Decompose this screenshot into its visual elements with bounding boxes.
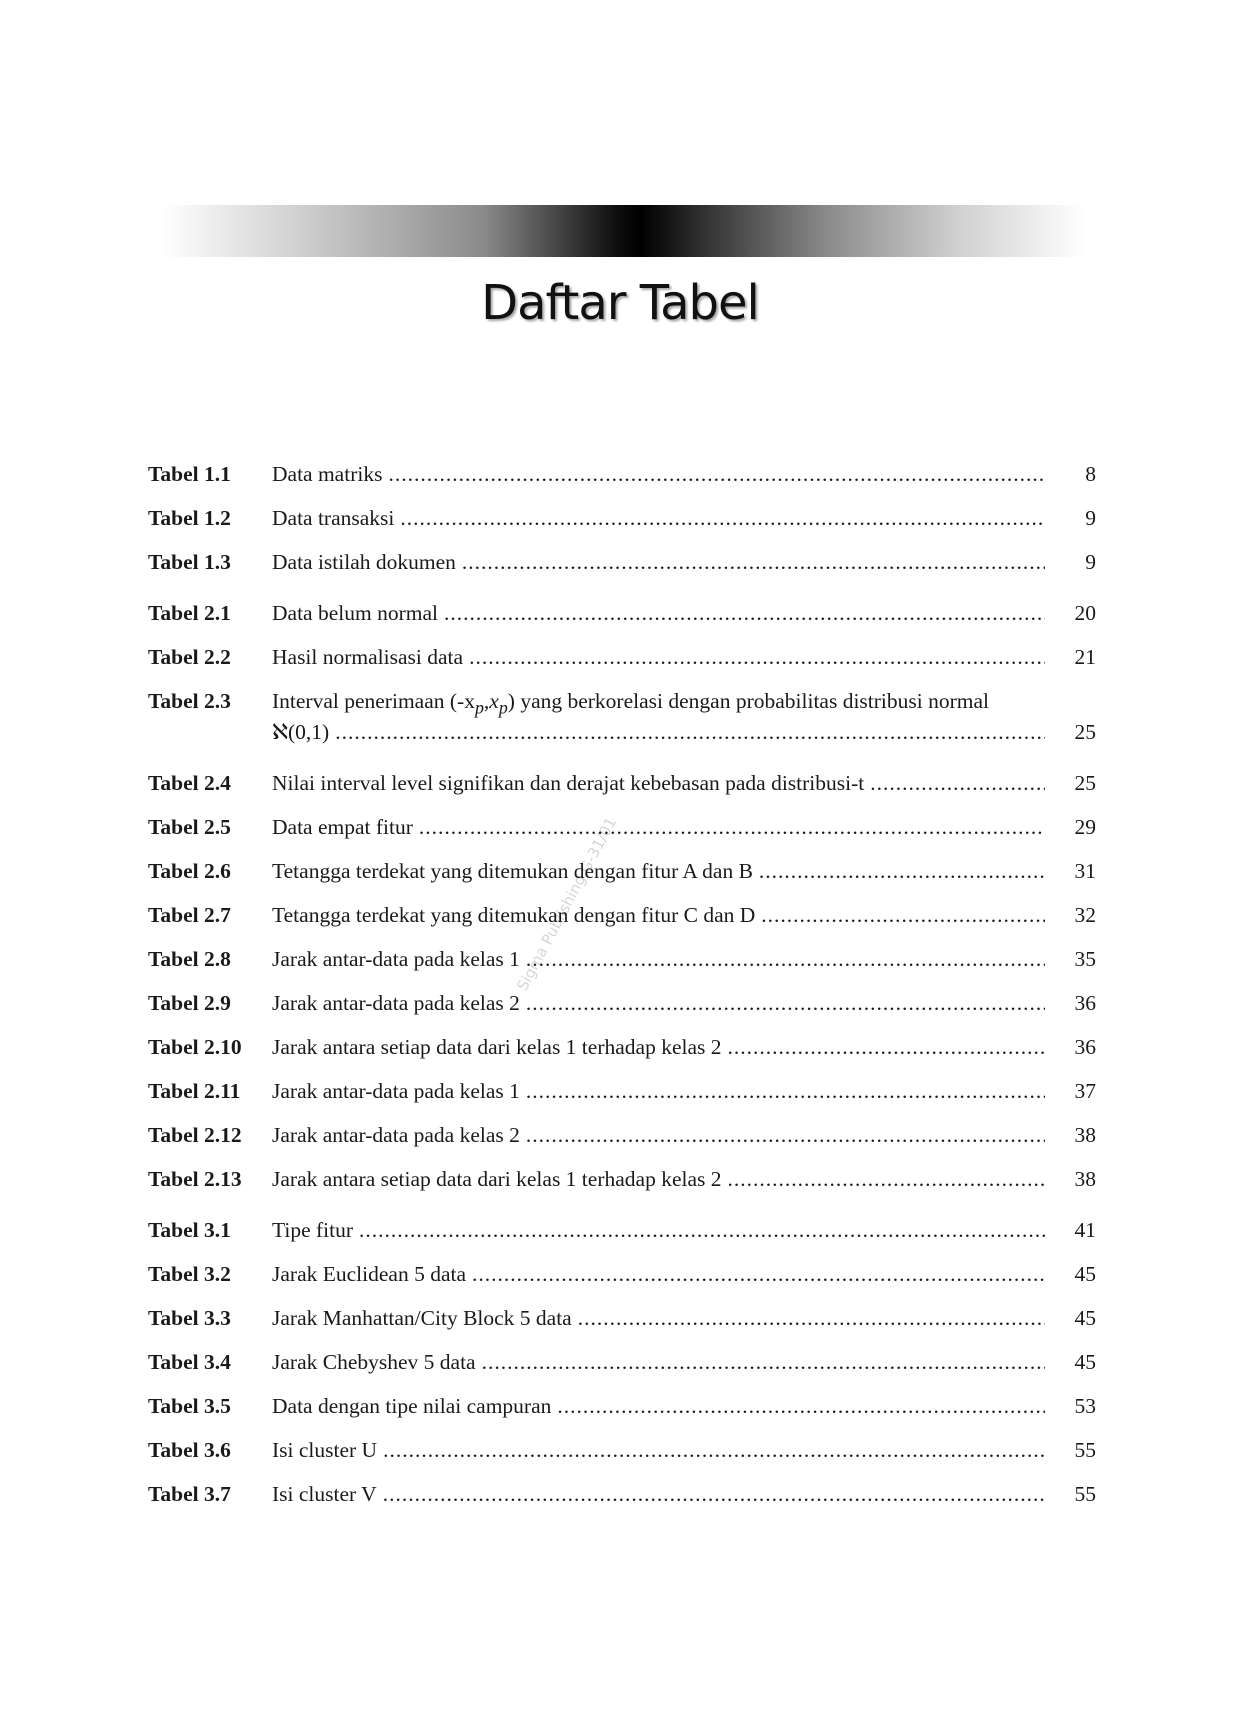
dot-leader bbox=[359, 1218, 1045, 1243]
entry-label: Tabel 2.4 bbox=[148, 771, 231, 795]
entry-label: Tabel 2.2 bbox=[148, 645, 231, 669]
watermark: Sigma Publishing G-31/01 bbox=[513, 814, 621, 994]
entry-title: Jarak antar-data pada kelas 1 bbox=[272, 1079, 520, 1103]
page-title: Daftar Tabel bbox=[481, 275, 759, 331]
toc-entry[interactable] bbox=[148, 899, 1098, 943]
entry-label: Tabel 1.3 bbox=[148, 550, 231, 574]
entry-label: Tabel 2.9 bbox=[148, 991, 231, 1015]
entry-label: Tabel 2.8 bbox=[148, 947, 231, 971]
entry-page: 35 bbox=[1074, 947, 1096, 971]
entry-label: Tabel 2.6 bbox=[148, 859, 231, 883]
entry-page: 9 bbox=[1085, 506, 1096, 530]
entry-label: Tabel 3.2 bbox=[148, 1262, 231, 1286]
entry-label: Tabel 2.12 bbox=[148, 1123, 242, 1147]
dot-leader bbox=[472, 1262, 1045, 1287]
toc-entry[interactable] bbox=[148, 943, 1098, 987]
entry-title: Isi cluster U bbox=[272, 1438, 378, 1462]
entry-page: 37 bbox=[1074, 1079, 1096, 1103]
entry-title: Jarak Manhattan/City Block 5 data bbox=[272, 1306, 572, 1330]
toc-entry[interactable] bbox=[148, 1302, 1098, 1346]
entry-title: Isi cluster V bbox=[272, 1482, 377, 1506]
toc-entry[interactable] bbox=[148, 767, 1098, 811]
entry-label: Tabel 1.1 bbox=[148, 462, 231, 486]
entry-page: 53 bbox=[1074, 1394, 1096, 1418]
entry-page: 55 bbox=[1074, 1482, 1096, 1506]
entry-page: 55 bbox=[1074, 1438, 1096, 1462]
entry-title: Jarak antar-data pada kelas 2 bbox=[272, 991, 520, 1015]
entry-page: 9 bbox=[1085, 550, 1096, 574]
entry-title: Nilai interval level signifikan dan derajat kebebasan pada distribusi-t bbox=[272, 771, 865, 795]
dot-leader bbox=[526, 1079, 1045, 1104]
entry-page: 25 bbox=[1074, 720, 1096, 744]
entry-page: 38 bbox=[1074, 1167, 1096, 1191]
dot-leader bbox=[557, 1394, 1045, 1419]
dot-leader bbox=[462, 550, 1045, 575]
entry-title: Data empat fitur bbox=[272, 815, 413, 839]
entry-page: 25 bbox=[1074, 771, 1096, 795]
toc-entry[interactable] bbox=[148, 597, 1098, 641]
entry-page: 36 bbox=[1074, 991, 1096, 1015]
entry-page: 20 bbox=[1074, 601, 1096, 625]
toc-entry[interactable] bbox=[148, 1214, 1098, 1258]
entry-title-continued: ℵ(0,1) bbox=[272, 720, 330, 744]
entry-title: Interval penerimaan $(-x_p,x_p)$ yang berkorelasi dengan probabilitas distribusi normal bbox=[272, 689, 990, 718]
entry-title: Data istilah dokumen bbox=[272, 550, 456, 574]
entry-title: Jarak Euclidean 5 data bbox=[272, 1262, 467, 1286]
toc-entry[interactable] bbox=[148, 641, 1098, 685]
dot-leader bbox=[526, 1123, 1045, 1148]
header-gradient-bar bbox=[160, 205, 1085, 257]
entry-label: Tabel 1.2 bbox=[148, 506, 231, 530]
dot-leader bbox=[383, 1438, 1045, 1463]
entry-title: Data transaksi bbox=[272, 506, 395, 530]
toc-entry[interactable] bbox=[148, 546, 1098, 590]
entry-title: Hasil normalisasi data bbox=[272, 645, 464, 669]
entry-label: Tabel 2.11 bbox=[148, 1079, 241, 1103]
dot-leader bbox=[383, 1482, 1045, 1507]
toc-entry[interactable] bbox=[148, 1119, 1098, 1163]
entry-page: 45 bbox=[1074, 1350, 1096, 1374]
toc-entry[interactable] bbox=[148, 1434, 1098, 1478]
toc-entry[interactable] bbox=[148, 458, 1098, 502]
entry-label: Tabel 3.5 bbox=[148, 1394, 231, 1418]
dot-leader bbox=[526, 991, 1045, 1016]
toc-entry[interactable] bbox=[148, 502, 1098, 546]
toc-entry[interactable] bbox=[148, 987, 1098, 1031]
entry-page: 38 bbox=[1074, 1123, 1096, 1147]
entry-page: 8 bbox=[1085, 462, 1096, 486]
toc-entry[interactable] bbox=[148, 811, 1098, 855]
dot-leader bbox=[578, 1306, 1045, 1331]
entry-label: Tabel 3.6 bbox=[148, 1438, 231, 1462]
entry-title: Tetangga terdekat yang ditemukan dengan fitur A dan B bbox=[272, 859, 753, 883]
entry-label: Tabel 2.3 bbox=[148, 689, 231, 713]
dot-leader bbox=[482, 1350, 1045, 1375]
entry-label: Tabel 2.7 bbox=[148, 903, 231, 927]
dot-leader bbox=[728, 1035, 1046, 1060]
entry-title: Tetangga terdekat yang ditemukan dengan fitur C dan D bbox=[272, 903, 756, 927]
dot-leader bbox=[728, 1167, 1046, 1192]
toc-entry[interactable] bbox=[148, 1258, 1098, 1302]
dot-leader bbox=[419, 815, 1045, 840]
entry-page: 45 bbox=[1074, 1262, 1096, 1286]
entry-label: Tabel 3.1 bbox=[148, 1218, 231, 1242]
dot-leader bbox=[526, 947, 1045, 972]
dot-leader bbox=[469, 645, 1045, 670]
entry-page: 32 bbox=[1074, 903, 1096, 927]
entry-label: Tabel 2.13 bbox=[148, 1167, 242, 1191]
entry-title: Jarak antar-data pada kelas 2 bbox=[272, 1123, 520, 1147]
entry-label: Tabel 2.5 bbox=[148, 815, 231, 839]
entry-title: Data matriks bbox=[272, 462, 383, 486]
dot-leader bbox=[761, 903, 1045, 928]
toc-entry[interactable] bbox=[148, 1346, 1098, 1390]
entry-title: Jarak antara setiap data dari kelas 1 terhadap kelas 2 bbox=[272, 1167, 722, 1191]
dot-leader bbox=[400, 506, 1045, 531]
entry-label: Tabel 3.4 bbox=[148, 1350, 231, 1374]
dot-leader bbox=[388, 462, 1045, 487]
toc-entry[interactable] bbox=[148, 1031, 1098, 1075]
entry-page: 31 bbox=[1074, 859, 1096, 883]
entry-page: 41 bbox=[1074, 1218, 1096, 1242]
entry-title: Jarak antar-data pada kelas 1 bbox=[272, 947, 520, 971]
entry-label: Tabel 3.7 bbox=[148, 1482, 231, 1506]
toc-entry[interactable] bbox=[148, 1478, 1098, 1522]
dot-leader bbox=[444, 601, 1045, 626]
dot-leader bbox=[870, 771, 1045, 796]
entry-title: Tipe fitur bbox=[272, 1218, 354, 1242]
table-list bbox=[148, 458, 1098, 1522]
entry-label: Tabel 2.1 bbox=[148, 601, 231, 625]
entry-title: Jarak Chebyshev 5 data bbox=[272, 1350, 476, 1374]
entry-title: Data dengan tipe nilai campuran bbox=[272, 1394, 552, 1418]
entry-title: Jarak antara setiap data dari kelas 1 terhadap kelas 2 bbox=[272, 1035, 722, 1059]
dot-leader bbox=[335, 720, 1045, 745]
entry-page: 36 bbox=[1074, 1035, 1096, 1059]
toc-entry[interactable] bbox=[148, 1163, 1098, 1207]
toc-entry[interactable] bbox=[148, 855, 1098, 899]
toc-entry[interactable] bbox=[148, 1390, 1098, 1434]
entry-page: 45 bbox=[1074, 1306, 1096, 1330]
entry-page: 29 bbox=[1074, 815, 1096, 839]
toc-entry[interactable] bbox=[148, 685, 1098, 767]
toc-entry[interactable] bbox=[148, 1075, 1098, 1119]
dot-leader bbox=[759, 859, 1045, 884]
entry-title: Data belum normal bbox=[272, 601, 438, 625]
entry-label: Tabel 3.3 bbox=[148, 1306, 231, 1330]
entry-page: 21 bbox=[1074, 645, 1096, 669]
entry-label: Tabel 2.10 bbox=[148, 1035, 242, 1059]
